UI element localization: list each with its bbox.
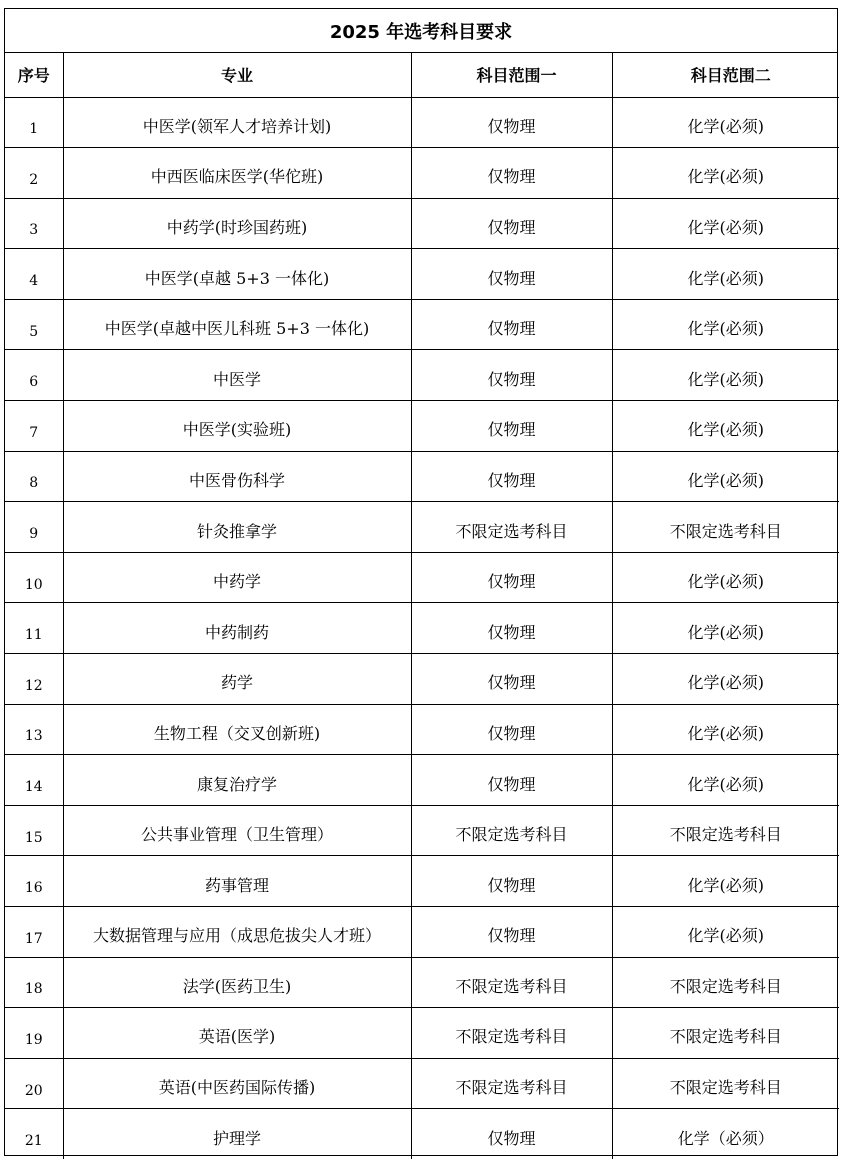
row-index: 15 xyxy=(5,805,63,856)
row-range1: 仅物理 xyxy=(411,704,612,755)
row-major: 中药学(时珍国药班) xyxy=(63,198,411,249)
row-range1: 仅物理 xyxy=(411,907,612,958)
row-major: 中西医临床医学(华佗班) xyxy=(63,148,411,199)
table-row xyxy=(5,502,839,553)
row-range1: 仅物理 xyxy=(411,603,612,654)
row-major: 药学 xyxy=(63,654,411,705)
row-range1: 仅物理 xyxy=(411,654,612,705)
row-range2: 化学(必须) xyxy=(612,552,839,603)
row-range2: 化学(必须) xyxy=(612,704,839,755)
table-row xyxy=(5,654,839,705)
requirements-table xyxy=(5,53,839,1159)
row-range1: 仅物理 xyxy=(411,299,612,350)
row-range2: 化学(必须) xyxy=(612,97,839,148)
row-index: 10 xyxy=(5,552,63,603)
row-major: 中医学(卓越 5+3 一体化) xyxy=(63,249,411,300)
row-index: 11 xyxy=(5,603,63,654)
requirements-document xyxy=(4,8,838,1156)
table-row xyxy=(5,805,839,856)
row-index: 17 xyxy=(5,907,63,958)
row-major: 康复治疗学 xyxy=(63,755,411,806)
table-row xyxy=(5,451,839,502)
header-index: 序号 xyxy=(5,53,63,97)
table-row xyxy=(5,249,839,300)
table-row xyxy=(5,299,839,350)
header-major: 专业 xyxy=(63,53,411,97)
table-row xyxy=(5,97,839,148)
row-range2: 不限定选考科目 xyxy=(612,502,839,553)
row-range1: 不限定选考科目 xyxy=(411,957,612,1008)
row-range2: 化学(必须) xyxy=(612,603,839,654)
table-row xyxy=(5,401,839,452)
row-index: 9 xyxy=(5,502,63,553)
row-index: 19 xyxy=(5,1008,63,1059)
row-range1: 仅物理 xyxy=(411,451,612,502)
row-range2: 化学（必须） xyxy=(677,1128,774,1148)
row-range1: 不限定选考科目 xyxy=(411,1008,612,1059)
table-row xyxy=(5,148,839,199)
table-row xyxy=(5,704,839,755)
table-row xyxy=(5,552,839,603)
table-row xyxy=(5,856,839,907)
row-range1: 仅物理 xyxy=(411,552,612,603)
row-range2: 化学(必须) xyxy=(612,856,839,907)
table-body xyxy=(5,97,839,1159)
row-range2: 不限定选考科目 xyxy=(612,805,839,856)
row-index: 13 xyxy=(5,704,63,755)
row-index: 8 xyxy=(5,451,63,502)
row-major: 大数据管理与应用（成思危拔尖人才班） xyxy=(63,907,411,958)
document-title: 2025 年选考科目要求 xyxy=(5,9,837,53)
row-range2: 化学(必须) xyxy=(612,299,839,350)
row-range1: 不限定选考科目 xyxy=(411,805,612,856)
row-range2: 化学(必须) xyxy=(612,755,839,806)
row-range2: 化学(必须) xyxy=(612,198,839,249)
row-major: 生物工程（交叉创新班) xyxy=(63,704,411,755)
row-major: 中医骨伤科学 xyxy=(63,451,411,502)
header-range1: 科目范围一 xyxy=(411,53,612,97)
row-range1: 仅物理 xyxy=(411,198,612,249)
row-major: 英语(医学) xyxy=(63,1008,411,1059)
row-range1: 仅物理 xyxy=(411,97,612,148)
table-row xyxy=(5,350,839,401)
table-row xyxy=(5,1109,839,1160)
row-range2: 化学(必须) xyxy=(612,401,839,452)
row-index: 2 xyxy=(5,148,63,199)
row-major: 针灸推拿学 xyxy=(63,502,411,553)
row-index: 7 xyxy=(5,401,63,452)
row-major: 英语(中医药国际传播) xyxy=(63,1058,411,1109)
row-index: 4 xyxy=(5,249,63,300)
row-range2: 化学(必须) xyxy=(612,907,839,958)
row-major: 法学(医药卫生) xyxy=(63,957,411,1008)
row-range2: 不限定选考科目 xyxy=(612,1008,839,1059)
row-index: 6 xyxy=(5,350,63,401)
row-major: 中药制药 xyxy=(63,603,411,654)
row-range1: 仅物理 xyxy=(411,1109,612,1160)
row-range2: 不限定选考科目 xyxy=(612,957,839,1008)
row-index: 18 xyxy=(5,957,63,1008)
header-range2: 科目范围二 xyxy=(612,53,839,97)
row-index: 14 xyxy=(5,755,63,806)
row-range2: 化学(必须) xyxy=(612,350,839,401)
table-row xyxy=(5,907,839,958)
row-range2: 化学(必须) xyxy=(612,654,839,705)
row-index: 21 xyxy=(5,1109,63,1160)
table-row xyxy=(5,755,839,806)
table-row xyxy=(5,1058,839,1109)
row-range1: 仅物理 xyxy=(411,755,612,806)
table-row xyxy=(5,1008,839,1059)
table-row xyxy=(5,957,839,1008)
row-index: 20 xyxy=(5,1058,63,1109)
row-range1: 仅物理 xyxy=(411,148,612,199)
row-major: 公共事业管理（卫生管理） xyxy=(63,805,411,856)
row-index: 12 xyxy=(5,654,63,705)
row-range1: 不限定选考科目 xyxy=(411,502,612,553)
row-range2: 化学(必须) xyxy=(612,249,839,300)
table-row xyxy=(5,603,839,654)
row-range1: 仅物理 xyxy=(411,401,612,452)
table-row xyxy=(5,198,839,249)
row-major: 中医学(领军人才培养计划) xyxy=(63,97,411,148)
row-range1: 不限定选考科目 xyxy=(411,1058,612,1109)
row-major: 药事管理 xyxy=(63,856,411,907)
row-major: 中药学 xyxy=(63,552,411,603)
row-index: 3 xyxy=(5,198,63,249)
row-range2: 化学(必须) xyxy=(612,451,839,502)
row-range2: 不限定选考科目 xyxy=(612,1058,839,1109)
row-major: 中医学 xyxy=(63,350,411,401)
row-range2: 化学(必须) xyxy=(612,148,839,199)
row-range1: 仅物理 xyxy=(411,249,612,300)
row-major: 护理学 xyxy=(63,1109,411,1160)
row-index: 16 xyxy=(5,856,63,907)
row-range1: 仅物理 xyxy=(411,350,612,401)
row-index: 1 xyxy=(5,97,63,148)
table-header-row xyxy=(5,53,839,97)
row-major: 中医学(卓越中医儿科班 5+3 一体化) xyxy=(63,299,411,350)
row-index: 5 xyxy=(5,299,63,350)
row-major: 中医学(实验班) xyxy=(63,401,411,452)
row-range1: 仅物理 xyxy=(411,856,612,907)
